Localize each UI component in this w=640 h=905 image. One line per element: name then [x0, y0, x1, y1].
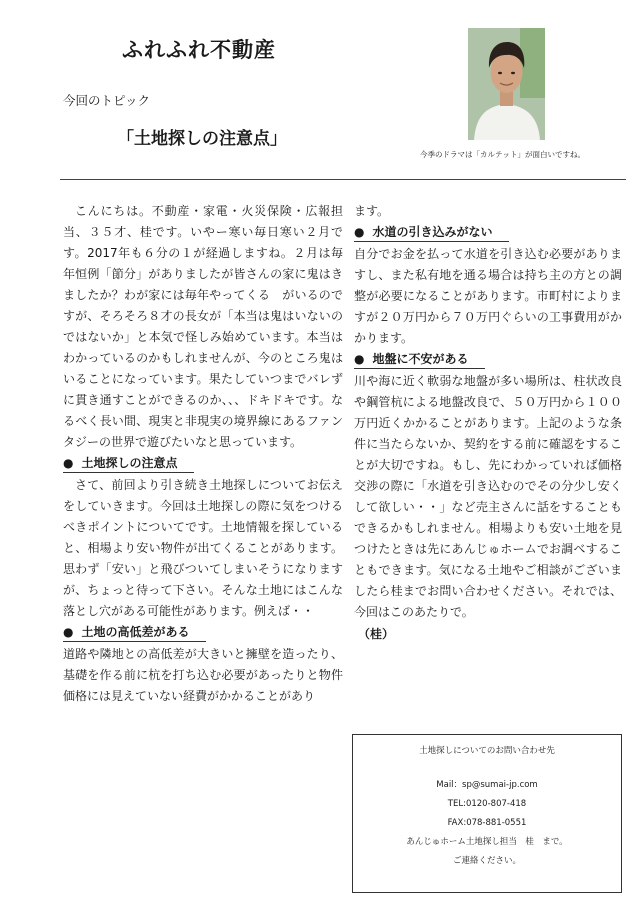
right-column — [354, 201, 622, 645]
contact-person: あんじゅホーム土地探し担当 桂 まで。 — [406, 837, 568, 847]
heading-text: 水道の引き込みがない — [372, 225, 493, 239]
heading-text: 土地探しの注意点 — [81, 456, 178, 470]
heading-text: 地盤に不安がある — [372, 352, 469, 366]
water-paragraph: 自分でお金を払って水道を引き込む必要がありますし、また私有地を通る場合は持ち主の方との調整が必要になることがあります。市町村によりますが２０万円から７０万円ぐらいの工事費用がかかります。 — [354, 247, 622, 345]
bullet-icon: ● — [63, 625, 74, 639]
contact-tel: TEL:0120-807-418 — [447, 799, 527, 809]
section-heading-elevation — [63, 623, 206, 642]
elevation-paragraph: 道路や隣地との高低差が大きいと擁壁を造ったり、基礎を作る前に杭を打ち込む必要があったりと物件価格には見えていない経費がかかることがあり — [63, 647, 343, 703]
left-column — [63, 201, 343, 707]
land-search-paragraph: さて、前回より引き続き土地探しについてお伝えをしていきます。今回は土地探しの際に気をつけるべきポイントについてです。土地情報を探していると、相場より安い物件が出てくることがあります。思わず「安い」と飛びついてしまいそうになりますが、ちょっと待って下さい。そんな土地にはこんな落とし穴がある可能性があります。例えば・・ — [63, 478, 343, 618]
section-heading-land-search — [63, 454, 194, 473]
ground-paragraph: 川や海に近く軟弱な地盤が多い場所は、柱状改良や鋼管杭による地盤改良で、５０万円から１００万円近くかかることがあります。上記のような条件に当たらないか、契約をする前に確認をすることが大切ですね。もし、先にわかっていれば価格交渉の際に「水道を引き込むのでその分少し安くして欲しい・・」など売主さんに話をすることもできるかもしれません。相場よりも安い土地を見つけたときは先にあんじゅホームでお調べすることもできます。気になる土地やご相談がございましたら桂までお問い合わせください。それでは、今回はこのあたりで。 — [354, 374, 622, 619]
bullet-icon: ● — [63, 456, 74, 470]
intro-paragraph: こんにちは。不動産・家電・火災保険・広報担当、３５才、桂です。いやー寒い毎日寒い２月です。2017年も６分の１が経過しますね。２月は毎年恒例「節分」がありましたが皆さんの家に鬼はきましたか？わが家には毎年やってくる がいるのですが、そろそろ８才の長女が「本当は鬼はいないのではないか」と本気で怪しみ始めています。本当はわかっているのかもしれませんが、今のところ鬼はいることになっています。果たしていつまでバレずに貫き通すことができるのか、、、ドキドキです。なるべく長い間、現実と非現実の境界線にあるファンタジーの世界で遊びたいなと思っています。 — [63, 204, 343, 449]
contact-heading: 土地探しについてのお問い合わせ先 — [419, 746, 555, 756]
header-divider — [60, 179, 626, 180]
section-heading-water — [354, 223, 509, 242]
heading-text: 土地の高低差がある — [81, 625, 190, 639]
section-heading-ground — [354, 350, 485, 369]
photo-caption: 今季のドラマは「カルテット」が面白いですね。 — [420, 150, 585, 159]
bullet-icon: ● — [354, 225, 365, 239]
elevation-paragraph-continued: ます。 — [354, 204, 390, 218]
contact-box — [352, 734, 622, 893]
contact-mail: Mail：sp@sumai-jp.com — [436, 780, 538, 790]
contact-fax: FAX:078-881-0551 — [447, 818, 527, 828]
contact-closing: ご連絡ください。 — [452, 856, 521, 866]
topic-title: 「土地探しの注意点」 — [117, 129, 287, 149]
author-photo — [468, 28, 545, 140]
author-portrait-illustration — [468, 28, 545, 140]
signature: （桂） — [358, 627, 395, 641]
topic-label: 今回のトピック — [63, 93, 151, 108]
bullet-icon: ● — [354, 352, 365, 366]
newsletter-title: ふれふれ不動産 — [122, 38, 276, 62]
